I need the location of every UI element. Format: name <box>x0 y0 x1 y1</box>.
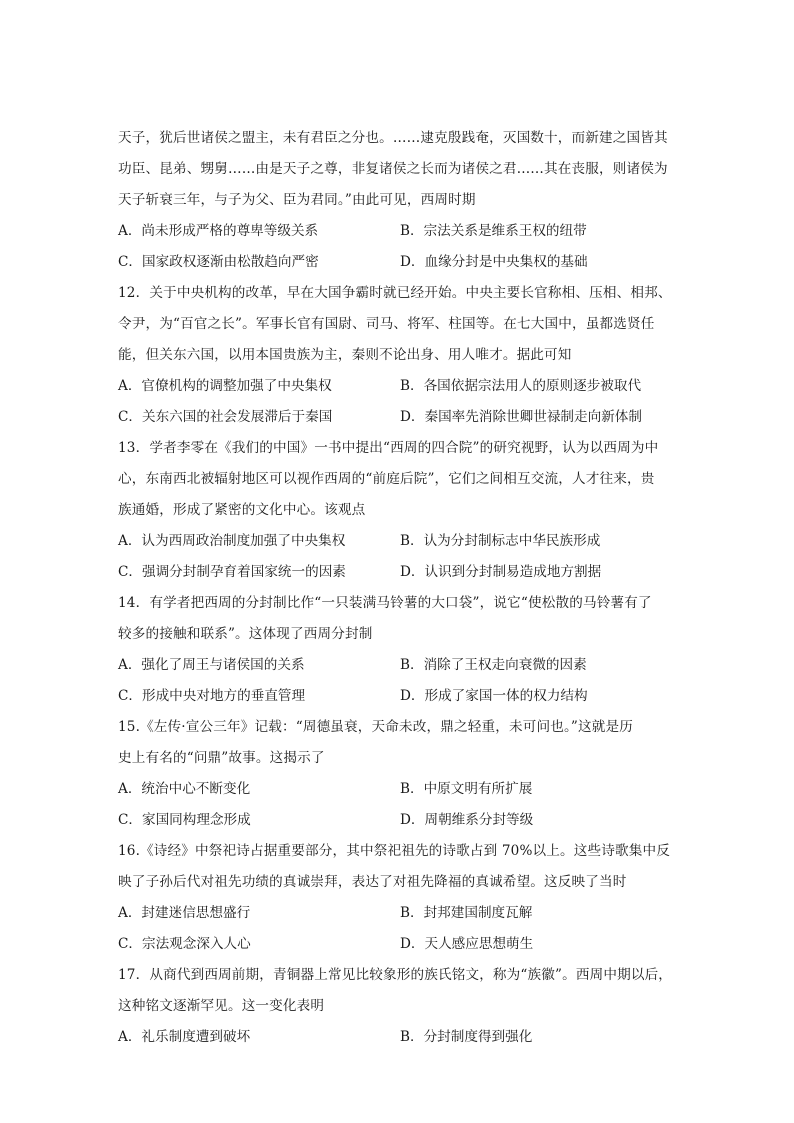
question-16-option-d[interactable]: D．天人感应思想萌生 <box>400 936 534 952</box>
question-11-option-c[interactable]: C．国家政权逐渐由松散趋向严密 <box>118 254 319 270</box>
question-14-text-line-1: 14．有学者把西周的分封制比作“一只装满马铃薯的大口袋”，说它“使松散的马铃薯有了 <box>118 595 652 611</box>
question-16-text-line-1: 16.《诗经》中祭祀诗占据重要部分，其中祭祀祖先的诗歌占到 70%以上。这些诗歌集中反 <box>118 843 670 859</box>
question-12-text-line-2: 令尹，为“百官之长”。军事长官有国尉、司马、将军、柱国等。在七大国中，虽都选贤任 <box>118 316 655 332</box>
question-17-option-a[interactable]: A．礼乐制度遭到破坏 <box>118 1029 251 1045</box>
question-15-option-c[interactable]: C．家国同构理念形成 <box>118 812 251 828</box>
question-15-option-b[interactable]: B．中原文明有所扩展 <box>400 781 533 797</box>
question-11-option-a[interactable]: A．尚未形成严格的尊卑等级关系 <box>118 223 319 239</box>
question-12-option-b[interactable]: B．各国依据宗法用人的原则逐步被取代 <box>400 378 642 394</box>
question-13-option-b[interactable]: B．认为分封制标志中华民族形成 <box>400 533 601 549</box>
question-15-option-a[interactable]: A．统治中心不断变化 <box>118 781 251 797</box>
question-12-option-d[interactable]: D．秦国率先消除世卿世禄制走向新体制 <box>400 409 642 425</box>
question-12-option-c[interactable]: C．关东六国的社会发展滞后于秦国 <box>118 409 333 425</box>
question-11-option-b[interactable]: B．宗法关系是维系王权的纽带 <box>400 223 587 239</box>
question-14-option-a[interactable]: A．强化了周王与诸侯国的关系 <box>118 657 305 673</box>
question-16-option-a[interactable]: A．封建迷信思想盛行 <box>118 905 251 921</box>
question-13-option-d[interactable]: D．认识到分封制易造成地方割据 <box>400 564 602 580</box>
question-14-option-b[interactable]: B．消除了王权走向衰微的因素 <box>400 657 587 673</box>
question-15-text-line-2: 史上有名的“问鼎”故事。这揭示了 <box>118 750 325 766</box>
question-17-text-line-1: 17．从商代到西周前期，青铜器上常见比较象形的族氏铭文，称为“族徽”。西周中期以后， <box>118 967 673 983</box>
question-15-option-d[interactable]: D．周朝维系分封等级 <box>400 812 534 828</box>
question-14-text-line-2: 较多的接触和联系”。这体现了西周分封制 <box>118 626 373 642</box>
question-13-option-c[interactable]: C．强调分封制孕育着国家统一的因素 <box>118 564 346 580</box>
question-11-text-line-1: 天子，犹后世诸侯之盟主，未有君臣之分也。……逮克殷践奄，灭国数十，而新建之国皆其 <box>118 130 668 146</box>
question-17-text-line-2: 这种铭文逐渐罕见。这一变化表明 <box>118 998 325 1014</box>
question-13-text-line-1: 13．学者李零在《我们的中国》一书中提出“西周的四合院”的研究视野，认为以西周为中 <box>118 440 659 456</box>
question-11-text-line-3: 天子斩衰三年，与子为父、臣为君同。”由此可见，西周时期 <box>118 192 476 208</box>
question-14-option-c[interactable]: C．形成中央对地方的垂直管理 <box>118 688 306 704</box>
question-11-text-line-2: 功臣、昆弟、甥舅……由是天子之尊，非复诸侯之长而为诸侯之君……其在丧服，则诸侯为 <box>118 161 668 177</box>
question-11-option-d[interactable]: D．血缘分封是中央集权的基础 <box>400 254 588 270</box>
question-15-text-line-1: 15.《左传·宣公三年》记载：“周德虽衰，天命未改，鼎之轻重，未可问也。”这就是历 <box>118 719 633 735</box>
question-13-text-line-2: 心，东南西北被辐射地区可以视作西周的“前庭后院”，它们之间相互交流，人才往来，贵 <box>118 471 655 487</box>
question-16-option-c[interactable]: C．宗法观念深入人心 <box>118 936 251 952</box>
question-12-text-line-3: 能，但关东六国，以用本国贵族为主，秦则不论出身、用人唯才。据此可知 <box>118 347 572 363</box>
question-13-option-a[interactable]: A．认为西周政治制度加强了中央集权 <box>118 533 346 549</box>
question-17-option-b[interactable]: B．分封制度得到强化 <box>400 1029 533 1045</box>
question-12-text-line-1: 12．关于中央机构的改革，早在大国争霸时就已经开始。中央主要长官称相、压相、相邦、 <box>118 285 672 301</box>
question-14-option-d[interactable]: D．形成了家国一体的权力结构 <box>400 688 588 704</box>
question-16-option-b[interactable]: B．封邦建国制度瓦解 <box>400 905 533 921</box>
question-12-option-a[interactable]: A．官僚机构的调整加强了中央集权 <box>118 378 332 394</box>
question-16-text-line-2: 映了子孙后代对祖先功绩的真诚崇拜，表达了对祖先降福的真诚希望。这反映了当时 <box>118 874 627 890</box>
question-13-text-line-3: 族通婚，形成了紧密的文化中心。该观点 <box>118 502 366 518</box>
